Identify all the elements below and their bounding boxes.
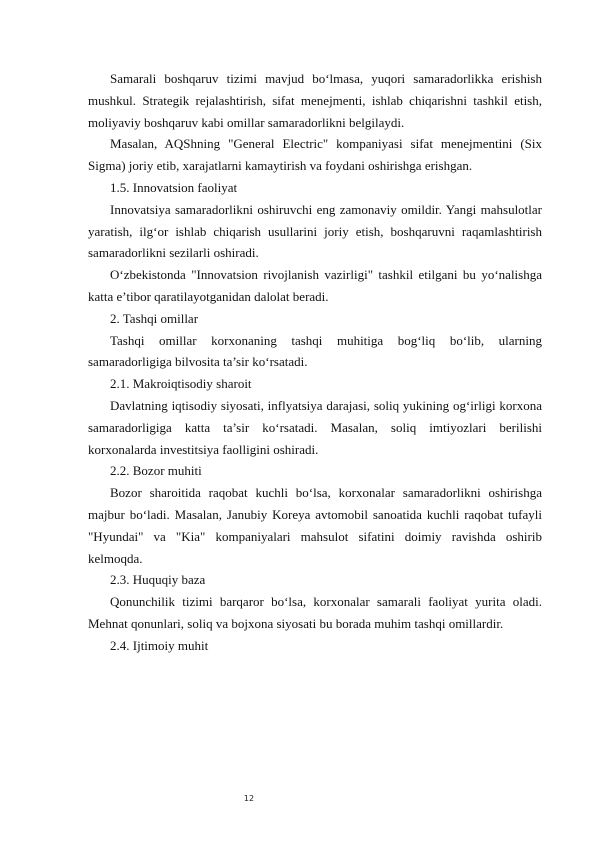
section-heading-2-1: 2.1. Makroiqtisodiy sharoit <box>110 376 252 392</box>
section-heading-2-4: 2.4. Ijtimoiy muhit <box>110 637 209 653</box>
paragraph-legal: Qonunchilik tizimi barqaror bo‘lsa, korxonalar samarali faoliyat yurita oladi. Mehnat qonunlari, soliq va bojxona siyosati bu borada muhim tashqi omillardir. <box>88 594 542 631</box>
section-heading-2-2: 2.2. Bozor muhiti <box>110 463 202 479</box>
page-number: 12 <box>243 794 255 803</box>
paragraph-market: Bozor sharoitida raqobat kuchli bo‘lsa, korxonalar samaradorlikni oshirishga majbur bo‘ladi. Masalan, Janubiy Koreya avtomobil sanoatida kuchli raqobat tufayli "Hyundai" va "Kia" kompaniyalari mahsulot sifatini doimiy ravishda oshirib kelmoqda. <box>88 485 542 566</box>
paragraph-external-factors: Tashqi omillar korxonaning tashqi muhitiga bog‘liq bo‘lib, ularning samaradorligiga bilvosita ta’sir ko‘rsatadi. <box>88 332 542 370</box>
paragraph-innovation: Innovatsiya samaradorlikni oshiruvchi eng zamonaviy omildir. Yangi mahsulotlar yaratish, ilg‘or ishlab chiqarish usullarini joriy etish, boshqaruvni raqamlashtirish samaradorlikni sezilarli oshiradi. <box>88 201 542 261</box>
section-heading-2: 2. Tashqi omillar <box>110 310 199 326</box>
paragraph-uzbekistan: O‘zbekistonda "Innovatsion rivojlanish vazirligi" tashkil etilgani bu yo‘nalishga katta e’tibor qaratilayotganidan dalolat beradi. <box>88 267 542 304</box>
paragraph-intro: Samarali boshqaruv tizimi mavjud bo‘lmasa, yuqori samaradorlikka erishish mushkul. Strategik rejalashtirish, sifat menejmenti, ishlab chiqarishni tashkil etish, moliyaviy boshqaruv kabi omillar samaradorlikni belgilaydi. <box>88 71 542 130</box>
page-body <box>88 68 542 657</box>
paragraph-macroeconomic: Davlatning iqtisodiy siyosati, inflyatsiya darajasi, soliq yukining og‘irligi korxona samaradorligiga katta ta’sir ko‘rsatadi. Masalan, soliq imtiyozlari berilishi korxonalarda investitsiya faolligini oshiradi. <box>88 397 542 457</box>
section-heading-2-3: 2.3. Huquqiy baza <box>110 572 206 588</box>
section-heading-1-5: 1.5. Innovatsion faoliyat <box>110 179 238 195</box>
paragraph-ge-example: Masalan, AQShning "General Electric" kompaniyasi sifat menejmentini (Six Sigma) joriy etib, xarajatlarni kamaytirish va foydani oshirishga erishgan. <box>88 136 542 174</box>
